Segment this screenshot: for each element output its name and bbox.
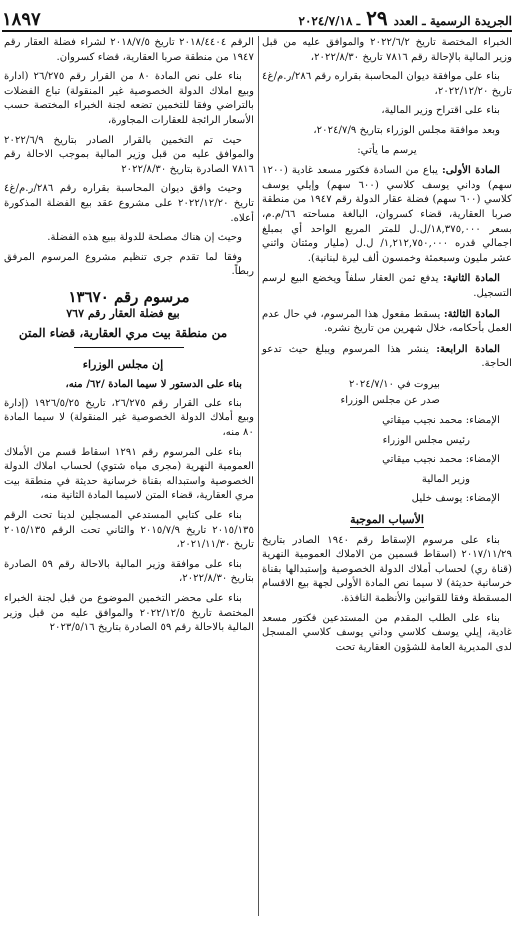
page-header: [2, 4, 512, 32]
right-column: [262, 36, 512, 660]
council-heading: إن مجلس الوزراء: [82, 357, 164, 371]
paragraph: بناء على نص المادة ٨٠ من القرار رقم ٢٦/٢٧٥ (ادارة وبيع املاك الدولة الخصوصية غير المنقولة) تباع الفضلات بالتراضي وفقا للتخمين تضعه لجنة الخبراء المختصة حسب الأسعار الرائجة للعقارات المجاورة،: [4, 71, 254, 126]
signature-line: صدر عن مجلس الوزراء: [340, 395, 440, 407]
paragraph: بناء على المرسوم رقم ١٢٩١ اسقاط قسم من الأملاك العمومية النهرية (مجرى مياه شتوي) لحساب املاك الدولة الخصوصية واستبداله بقناة خرسانية حديثة في منطقة بيت مري العقارية، قضاء المتن لاسيما المادة الثانية منه،: [4, 446, 254, 502]
decree-title: مرسوم رقم ١٣٦٧٠: [68, 287, 190, 306]
article-label: المادة الرابعة:: [436, 342, 500, 355]
signature-line: رئيس مجلس الوزراء: [382, 434, 470, 446]
paragraph: وبعد موافقة مجلس الوزراء بتاريخ ٢٠٢٤/٧/٩،: [313, 124, 500, 136]
paragraph: بناء على الطلب المقدم من المستدعين فكتور مسعد غادية، إيلي يوسف كلاسي وداني يوسف كلاسي المسجل لدى المديرية العامة للشؤون العقارية تحت: [262, 612, 512, 653]
paragraph: بناء على محضر التخمين الموضوع من قبل لجنة الخبراء المختصة تاريخ ٢٠٢٢/١٢/٥ والموافق عليه من قبل وزير المالية بالاحالة رقم ٥٩ الصادرة بتاريخ ٢٠٢٣/٥/١٦: [4, 593, 254, 634]
paragraph: الخبراء المختصة تاريخ ٢٠٢٢/٦/٢ والموافق عليه من قبل وزير المالية بالإحالة رقم ٧٨١٦ تاريخ ٢٠٢٢/٨/٣٠،: [262, 37, 512, 63]
article-label: المادة الأولى:: [441, 164, 500, 177]
article-text: يسقط مفعول هذا المرسوم، في حال عدم العمل بأحكامه، خلال شهرين من تاريخ نشره.: [262, 308, 512, 335]
article-label: المادة الثانية:: [443, 272, 500, 285]
divider-rule: [74, 347, 184, 348]
paragraph: الرقم ٢٠١٨/٤٤٠٤ تاريخ ٢٠١٨/٧/٥ لشراء فضلة العقار رقم ١٩٤٧ من منطقة صربا العقارية، قضاء كسروان.: [4, 37, 254, 63]
section-title: الأسباب الموجبة: [350, 513, 424, 527]
decree-subtitle-location: من منطقة بيت مري العقارية، قضاء المتن: [18, 326, 228, 341]
article-text: ينشر هذا المرسوم ويبلغ حيث تدعو الحاجة.: [262, 343, 512, 370]
paragraph: بناء على موافقة وزير المالية بالاحالة رقم ٥٩ الصادرة بتاريخ ٢٠٢٢/٨/٣٠،: [4, 558, 254, 585]
paragraph: بناء على اقتراح وزير المالية،: [381, 105, 500, 117]
place-date: بيروت في ٢٠٢٤/٧/١٠: [348, 378, 440, 390]
article-label: المادة الثالثة:: [443, 307, 500, 320]
issue-date: ـ ٢٠٢٤/٧/١٨: [298, 14, 361, 28]
page-number: ١٨٩٧: [2, 9, 41, 30]
signature-line: وزير المالية: [421, 473, 470, 485]
header-title-group: [299, 6, 513, 30]
paragraph: بناء على موافقة ديوان المحاسبة بقراره رقم ٢٨٦/ر.م/غ٤ تاريخ ٢٠٢٢/١٢/٢٠،: [262, 71, 512, 97]
article-3: [262, 307, 512, 337]
paragraph: وحيث وافق ديوان المحاسبة بقراره رقم ٢٨٦/ر.م/غ٤ تاريخ ٢٠٢٢/١٢/٢٠ على مشروع عقد بيع الفضلة المذكورة أعلاه.: [4, 183, 255, 224]
paragraph: بناء على كتابي المستدعي المسجلين لدينا تحت الرقم ٢٠١٥/١٣٥ تاريخ ٢٠١٥/٧/٩ والثاني تحت الرقم ٢٠١٥/١٣٥ تاريخ ٢٠٢١/١١/٣٠،: [4, 510, 255, 551]
paragraph: حيث تم التخمين بالقرار الصادر بتاريخ ٢٠٢٢/٦/٩ والموافق عليه من قبل وزير المالية بموجب الاحالة رقم ٧٨١٦ الصادرة بتاريخ ٢٠٢٢/٨/٣٠: [4, 134, 254, 175]
paragraph: بناء على القرار رقم ٢٦/٢٧٥، تاريخ ١٩٢٦/٥/٢٥ (إدارة وبيع أملاك الدولة الخصوصية غير المنقولة) لا سيما المادة ٨٠ منه،: [4, 397, 254, 439]
paragraph: بناء على الدستور لا سيما المادة /٦٢/ منه،: [65, 378, 242, 391]
signature-line: الإمضاء: يوسف خليل: [411, 493, 500, 505]
paragraph: بناء على مرسوم الإسقاط رقم ١٩٤٠ الصادر بتاريخ ٢٠١٧/١١/٢٩ (اسقاط قسمين من الاملاك العمومية النهرية (قناة ري) لحساب أملاك الدولة الخصوصية وإستبدالها بقناة خرسانية حديثة) لا سيما نص المادة الأولى لجهة بيع الاقسام المسقطة وفقا للقوانين والأنظمة النافذة.: [262, 534, 512, 604]
decree-subtitle: بيع فضلة العقار رقم ٧٦٧: [66, 306, 180, 320]
article-4: [262, 342, 512, 372]
article-text: يدفع ثمن العقار سلفاً ويخضع البيع لرسم التسجيل.: [262, 273, 512, 299]
signature-line: الإمضاء: محمد نجيب ميقاتي: [382, 415, 500, 427]
article-text: يباع من السادة فكتور مسعد غادية (١٢٠٠ سهم) وداني يوسف كلاسي (٦٠٠ سهم) وإيلي يوسف كلاسي (٦٠٠ سهم) فضلة عقار الدولة رقم ١٩٤٧ من منطقة صربا العقارية، قضاء كسروان، البالغة مساحته ٦٦/م.م، بسعر ١٨,٣٧٥,٠٠٠/ل.ل للمتر المربع الواحد أي بمبلغ اجمالي قدره ١,٢١٢,٧٥٠,٠٠٠/ ل.ل (مليار ومئتان واثني عشر مليون وسبعمئة وخمسون ألف ليرة لبنانية).: [262, 165, 513, 264]
signature-line: الإمضاء: محمد نجيب ميقاتي: [382, 454, 500, 466]
article-1: [262, 163, 512, 266]
issue-number: ٢٩: [366, 6, 388, 30]
left-column: [4, 36, 254, 641]
column-divider: [258, 36, 259, 916]
article-2: [262, 271, 512, 301]
paragraph: وفقا لما تقدم جرى تنظيم مشروع المرسوم المرفق ربطاً.: [4, 251, 254, 278]
gazette-title: الجريدة الرسمية ـ العدد: [393, 14, 512, 28]
paragraph: وحيث إن هناك مصلحة للدولة ببيع هذه الفضلة.: [47, 232, 242, 244]
decree-preamble: يرسم ما يأتي:: [357, 144, 417, 156]
